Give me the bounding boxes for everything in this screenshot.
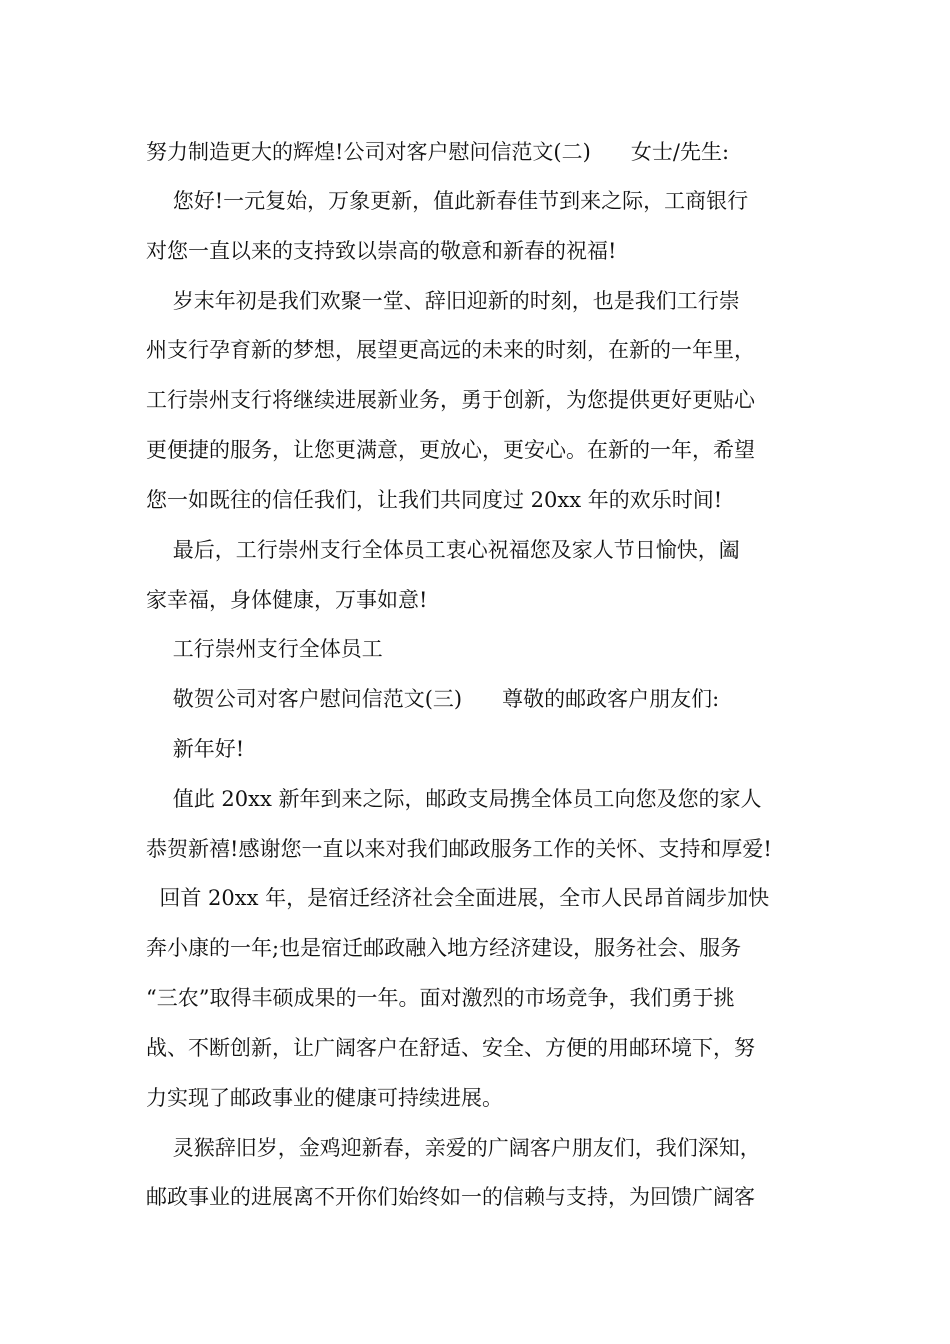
text-line: 家幸福，身体健康，万事如意! [146,588,428,612]
text-line: 更便捷的服务，让您更满意，更放心，更安心。在新的一年，希望 [146,438,755,462]
text-line: 岁末年初是我们欢聚一堂、辞旧迎新的时刻，也是我们工行崇 [146,289,740,313]
text-line: 最后，工行崇州支行全体员工衷心祝福您及家人节日愉快，阖 [146,538,740,562]
greeting-line: 新年好! [146,737,245,761]
text-line: 回首 20xx 年，是宿迁经济社会全面进展，全市人民昂首阔步加快 [146,886,770,910]
text-line: “三农”取得丰硕成果的一年。面对激烈的市场竞争，我们勇于挑 [146,986,735,1010]
text-line: 您好!一元复始，万象更新，值此新春佳节到来之际，工商银行 [146,189,749,213]
text-line: 努力制造更大的辉煌!公司对客户慰问信范文(二) 女士/先生: [146,140,730,164]
text-line: 邮政事业的进展离不开你们始终如一的信赖与支持，为回馈广阔客 [146,1185,755,1209]
text-line: 工行崇州支行将继续进展新业务，勇于创新，为您提供更好更贴心 [146,388,755,412]
text-line: 恭贺新禧!感谢您一直以来对我们邮政服务工作的关怀、支持和厚爱! [146,837,772,861]
heading-line: 敬贺公司对客户慰问信范文(三) 尊敬的邮政客户朋友们: [146,687,720,711]
text-line: 力实现了邮政事业的健康可持续进展。 [146,1086,503,1110]
text-line: 州支行孕育新的梦想，展望更高远的未来的时刻，在新的一年里， [146,338,755,362]
text-line: 您一如既往的信任我们，让我们共同度过 20xx 年的欢乐时间! [146,488,723,512]
text-line: 战、不断创新，让广阔客户在舒适、安全、方便的用邮环境下，努 [146,1036,755,1060]
signature-line: 工行崇州支行全体员工 [146,637,383,661]
text-line: 值此 20xx 新年到来之际，邮政支局携全体员工向您及您的家人 [146,787,762,811]
text-line: 奔小康的一年;也是宿迁邮政融入地方经济建设，服务社会、服务 [146,936,742,960]
text-line: 对您一直以来的支持致以崇高的敬意和新春的祝福! [146,239,617,263]
text-line: 灵猴辞旧岁，金鸡迎新春，亲爱的广阔客户朋友们，我们深知， [146,1136,761,1160]
